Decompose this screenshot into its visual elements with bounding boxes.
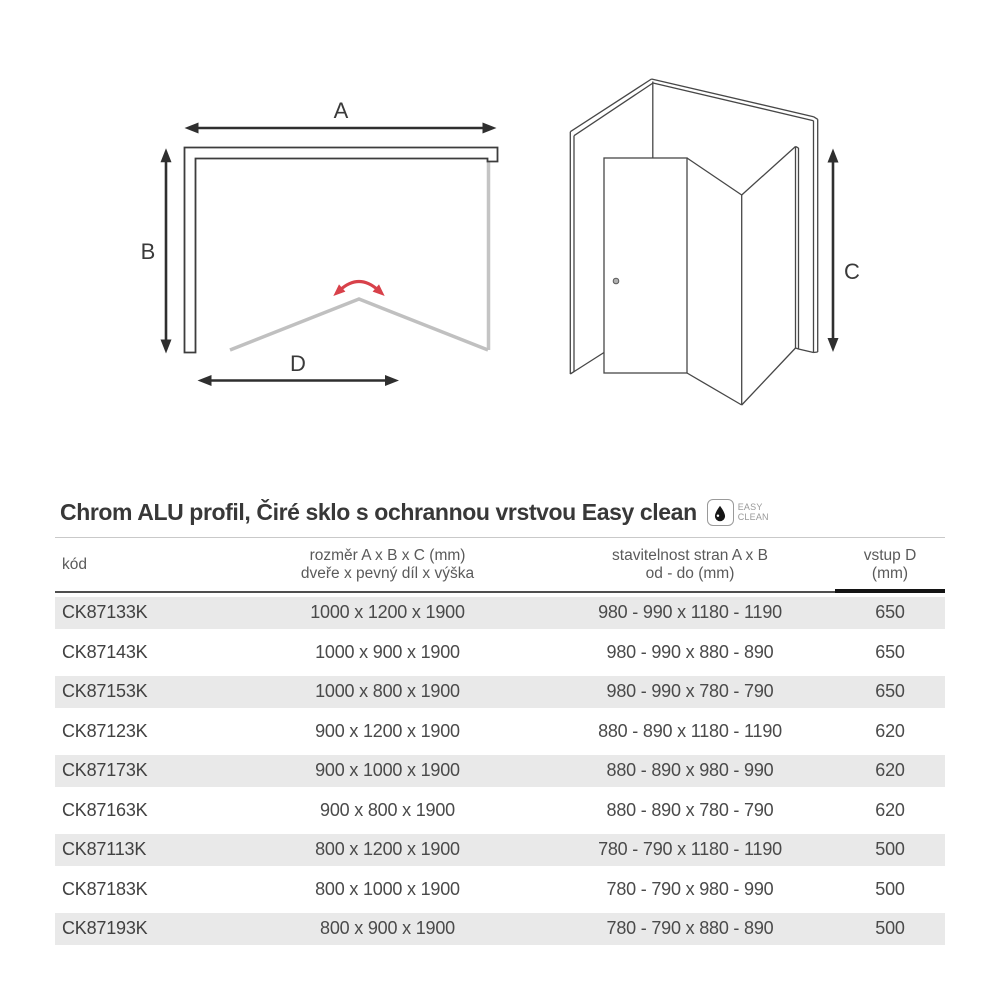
cell-adjustability: 780 - 790 x 1180 - 1190	[545, 830, 835, 870]
cell-adjustability: 980 - 990 x 880 - 890	[606, 641, 774, 662]
page-title: Chrom ALU profil, Čiré sklo s ochrannou vrstvou Easy clean	[60, 499, 697, 525]
bifold-panel	[687, 147, 814, 406]
cell-dimensions: 1000 x 1200 x 1900	[230, 593, 545, 633]
table-row	[55, 633, 945, 673]
header-entry: vstup D (mm)	[835, 537, 945, 593]
table-row	[55, 791, 945, 831]
table-row	[55, 593, 945, 633]
cell-entry: 650	[835, 593, 945, 633]
door-swing-arrow	[333, 282, 384, 297]
table-row	[55, 909, 945, 949]
cell-entry: 620	[875, 799, 905, 820]
cell-code: CK87173K	[55, 751, 230, 791]
header-code: kód	[55, 537, 230, 593]
easy-clean-label: EASY CLEAN	[737, 502, 769, 522]
cell-dimensions: 1000 x 900 x 1900	[315, 641, 460, 662]
table-header	[55, 537, 945, 593]
droplet-icon	[707, 499, 734, 526]
spec-table	[55, 537, 945, 949]
cell-entry: 500	[875, 878, 905, 899]
cell-entry: 620	[875, 720, 905, 741]
cell-code: CK87183K	[62, 878, 148, 899]
header-adjustability: stavitelnost stran A x B od - do (mm)	[545, 537, 835, 593]
iso-view-diagram	[570, 79, 817, 405]
cell-adjustability: 880 - 890 x 980 - 990	[545, 751, 835, 791]
dim-label-b: B	[140, 239, 156, 264]
cell-adjustability: 980 - 990 x 780 - 790	[545, 672, 835, 712]
table-row	[55, 830, 945, 870]
table-row	[55, 672, 945, 712]
cell-dimensions: 800 x 1200 x 1900	[230, 830, 545, 870]
door-knob	[613, 278, 619, 284]
title-row	[60, 499, 769, 526]
cell-dimensions: 900 x 1000 x 1900	[230, 751, 545, 791]
cell-dimensions: 800 x 1000 x 1900	[315, 878, 460, 899]
dim-arrow-b	[161, 148, 172, 353]
cell-code: CK87163K	[62, 799, 148, 820]
dim-label-d: D	[290, 351, 306, 376]
cell-adjustability: 980 - 990 x 1180 - 1190	[545, 593, 835, 633]
wall-profile	[185, 148, 498, 353]
cell-adjustability: 780 - 790 x 880 - 890	[545, 909, 835, 949]
table-row	[55, 712, 945, 752]
cell-adjustability: 780 - 790 x 980 - 990	[606, 878, 774, 899]
cell-dimensions: 1000 x 800 x 1900	[230, 672, 545, 712]
dim-arrow-c	[828, 149, 839, 353]
header-dimensions: rozměr A x B x C (mm) dveře x pevný díl x výška	[230, 537, 545, 593]
cell-adjustability: 880 - 890 x 1180 - 1190	[598, 720, 782, 741]
cell-entry: 650	[835, 672, 945, 712]
technical-diagrams	[0, 0, 1000, 470]
cell-entry: 500	[835, 830, 945, 870]
door-panel	[604, 158, 687, 373]
dim-label-a: A	[333, 98, 349, 123]
cell-dimensions: 900 x 1200 x 1900	[315, 720, 460, 741]
cell-code: CK87123K	[62, 720, 148, 741]
table-row	[55, 870, 945, 910]
cell-code: CK87153K	[55, 672, 230, 712]
cell-code: CK87193K	[55, 909, 230, 949]
cell-dimensions: 800 x 900 x 1900	[230, 909, 545, 949]
dim-arrow-d	[198, 375, 400, 386]
easy-clean-badge	[707, 499, 769, 526]
dim-label-c: C	[844, 259, 860, 284]
cell-code: CK87113K	[55, 830, 230, 870]
cell-entry: 620	[835, 751, 945, 791]
dim-arrow-a	[185, 123, 497, 134]
table-row	[55, 751, 945, 791]
cell-entry: 500	[835, 909, 945, 949]
cell-code: CK87143K	[62, 641, 148, 662]
cell-entry: 650	[875, 641, 905, 662]
folded-door-line	[230, 299, 488, 350]
cell-adjustability: 880 - 890 x 780 - 790	[606, 799, 774, 820]
cell-dimensions: 900 x 800 x 1900	[320, 799, 455, 820]
cell-code: CK87133K	[55, 593, 230, 633]
top-view-diagram	[141, 98, 498, 386]
